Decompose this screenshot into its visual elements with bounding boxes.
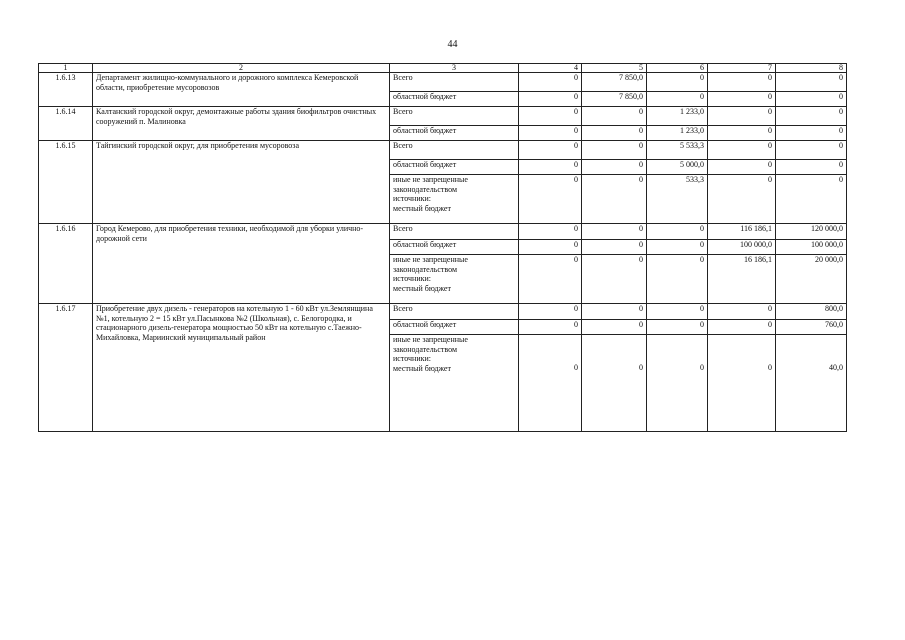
source-line: иные не запрещенные (393, 255, 468, 264)
column-header: 3 (390, 64, 519, 73)
row-name: Тайгинский городской округ, для приобретения мусоровоза (93, 141, 390, 224)
value-cell: 0 (582, 175, 647, 224)
row-code: 1.6.14 (39, 107, 93, 141)
value-cell: 0 (776, 107, 847, 126)
funding-source: областной бюджет (390, 320, 519, 335)
value-cell: 0 (776, 92, 847, 107)
column-header: 4 (519, 64, 582, 73)
value-cell: 5 533,3 (647, 141, 708, 160)
value-cell: 0 (519, 73, 582, 92)
funding-source: Всего (390, 224, 519, 240)
funding-source: Всего (390, 107, 519, 126)
value-cell: 0 (776, 141, 847, 160)
value-cell: 0 (582, 224, 647, 240)
row-code: 1.6.15 (39, 141, 93, 224)
value-cell: 760,0 (776, 320, 847, 335)
value-cell: 0 (776, 126, 847, 141)
value-cell: 0 (519, 224, 582, 240)
value-cell: 0 (647, 335, 708, 432)
value-cell: 0 (519, 320, 582, 335)
value-cell: 5 000,0 (647, 160, 708, 175)
value-cell: 0 (582, 320, 647, 335)
source-line: местный бюджет (393, 203, 451, 213)
value-cell: 0 (776, 175, 847, 224)
value-cell: 116 186,1 (708, 224, 776, 240)
source-line: законодательством (393, 264, 458, 274)
value-cell: 800,0 (776, 304, 847, 320)
funding-source: областной бюджет (390, 160, 519, 175)
source-line: местный бюджет (393, 283, 451, 293)
table-row (39, 73, 847, 92)
funding-source (390, 255, 519, 304)
source-line: источники: (393, 194, 431, 203)
value-cell: 0 (708, 175, 776, 224)
row-name: Город Кемерово, для приобретения техники, необходимой для уборки улично-дорожной сети (93, 224, 390, 304)
row-code: 1.6.13 (39, 73, 93, 107)
column-header: 1 (39, 64, 93, 73)
funding-source: Всего (390, 73, 519, 92)
value-cell: 0 (519, 304, 582, 320)
source-line: законодательством (393, 184, 458, 194)
value-cell: 0 (519, 240, 582, 255)
value-cell: 0 (708, 107, 776, 126)
funding-source (390, 175, 519, 224)
value-cell: 0 (582, 304, 647, 320)
value-cell: 0 (519, 335, 582, 432)
value-cell: 0 (708, 73, 776, 92)
column-header: 5 (582, 64, 647, 73)
source-line: иные не запрещенные (393, 335, 468, 344)
value-cell: 0 (708, 141, 776, 160)
row-name: Департамент жилищно-коммунального и дорожного комплекса Кемеровской области, приобретение мусоровозов (93, 73, 390, 107)
value-cell: 0 (647, 73, 708, 92)
value-cell: 0 (647, 240, 708, 255)
value-cell: 0 (776, 73, 847, 92)
row-code: 1.6.16 (39, 224, 93, 304)
row-name: Приобретение двух дизель - генераторов на котельную 1 - 60 кВт ул.Землянщина №1, котельную 2 = 15 кВт ул.Пасынкова №2 (Школьная), с. Белогородка, и стационарного дизель-генератора мощностью 50 кВт на котельную с.Таежно-Михайловка, Мариинский муниципальный район (93, 304, 390, 432)
value-cell: 20 000,0 (776, 255, 847, 304)
source-line: источники: (393, 274, 431, 283)
value-cell: 0 (519, 255, 582, 304)
value-cell: 0 (647, 255, 708, 304)
funding-source: Всего (390, 304, 519, 320)
value-cell: 0 (708, 92, 776, 107)
value-cell: 0 (647, 92, 708, 107)
column-header: 2 (93, 64, 390, 73)
value-cell: 0 (582, 335, 647, 432)
funding-source: областной бюджет (390, 240, 519, 255)
value-cell: 120 000,0 (776, 224, 847, 240)
value-cell: 7 850,0 (582, 92, 647, 107)
source-line: иные не запрещенные (393, 175, 468, 184)
value-cell: 0 (647, 320, 708, 335)
value-cell: 0 (519, 126, 582, 141)
value-cell: 7 850,0 (582, 73, 647, 92)
table-row (39, 107, 847, 126)
source-line: местный бюджет (393, 363, 451, 373)
table-row (39, 141, 847, 160)
value-cell: 1 233,0 (647, 107, 708, 126)
value-cell: 0 (582, 240, 647, 255)
funding-source: Всего (390, 141, 519, 160)
funding-source: областной бюджет (390, 126, 519, 141)
value-cell: 0 (582, 160, 647, 175)
column-header: 6 (647, 64, 708, 73)
value-cell: 16 186,1 (708, 255, 776, 304)
value-cell: 533,3 (647, 175, 708, 224)
value-cell: 0 (708, 320, 776, 335)
source-line: законодательством (393, 344, 458, 354)
value-cell: 0 (582, 107, 647, 126)
budget-table (38, 63, 847, 432)
table-row (39, 224, 847, 240)
value-cell: 0 (708, 335, 776, 432)
funding-source (390, 335, 519, 432)
value-cell: 0 (519, 141, 582, 160)
value-cell: 0 (708, 126, 776, 141)
page-number: 44 (447, 39, 458, 50)
column-header: 8 (776, 64, 847, 73)
value-cell: 0 (519, 175, 582, 224)
value-cell: 0 (708, 160, 776, 175)
value-cell: 0 (647, 304, 708, 320)
row-name: Калтанский городской округ, демонтажные работы здания биофильтров очистных сооружений п. Малиновка (93, 107, 390, 141)
funding-source: областной бюджет (390, 92, 519, 107)
value-cell: 0 (776, 160, 847, 175)
value-cell: 0 (519, 160, 582, 175)
value-cell: 0 (582, 126, 647, 141)
table-row (39, 304, 847, 320)
column-header: 7 (708, 64, 776, 73)
value-cell: 0 (519, 92, 582, 107)
value-cell: 1 233,0 (647, 126, 708, 141)
value-cell: 100 000,0 (708, 240, 776, 255)
header-row (39, 64, 847, 73)
row-code: 1.6.17 (39, 304, 93, 432)
value-cell: 0 (582, 255, 647, 304)
source-line: источники: (393, 354, 431, 363)
value-cell: 0 (582, 141, 647, 160)
value-cell: 40,0 (776, 335, 847, 432)
value-cell: 0 (519, 107, 582, 126)
value-cell: 0 (647, 224, 708, 240)
value-cell: 100 000,0 (776, 240, 847, 255)
value-cell: 0 (708, 304, 776, 320)
